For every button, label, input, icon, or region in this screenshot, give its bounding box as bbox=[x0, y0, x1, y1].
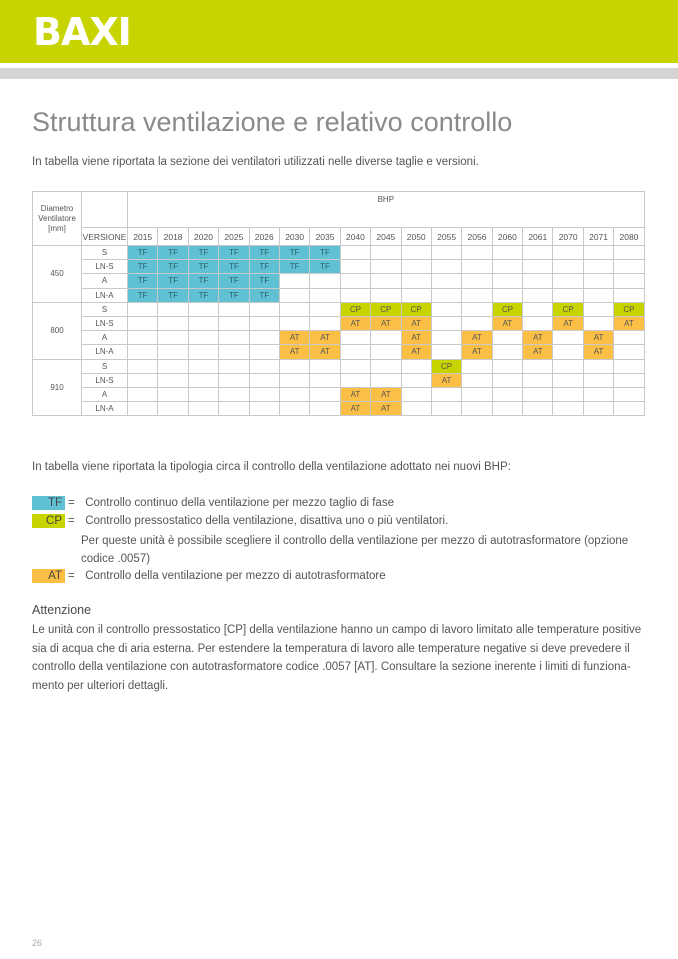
control-cell: TF bbox=[128, 246, 158, 260]
control-cell bbox=[371, 373, 401, 387]
control-cell bbox=[614, 345, 644, 359]
header-divider bbox=[0, 68, 678, 79]
version-cell: A bbox=[82, 387, 128, 401]
version-cell: LN-A bbox=[82, 345, 128, 359]
control-cell: TF bbox=[279, 246, 309, 260]
control-cell bbox=[188, 402, 218, 416]
control-cell bbox=[340, 246, 370, 260]
control-cell bbox=[158, 359, 188, 373]
control-cell bbox=[371, 359, 401, 373]
control-cell: TF bbox=[249, 260, 279, 274]
control-cell bbox=[431, 246, 461, 260]
control-cell: CP bbox=[371, 302, 401, 316]
control-cell bbox=[371, 331, 401, 345]
control-cell bbox=[279, 288, 309, 302]
control-cell bbox=[523, 302, 553, 316]
control-cell: AT bbox=[371, 402, 401, 416]
control-cell bbox=[614, 288, 644, 302]
control-cell bbox=[128, 302, 158, 316]
control-cell bbox=[583, 359, 613, 373]
control-cell bbox=[462, 359, 492, 373]
control-cell: AT bbox=[523, 345, 553, 359]
control-cell bbox=[431, 331, 461, 345]
control-cell: CP bbox=[431, 359, 461, 373]
control-cell bbox=[553, 288, 583, 302]
control-cell bbox=[188, 373, 218, 387]
control-cell bbox=[431, 402, 461, 416]
control-cell bbox=[583, 302, 613, 316]
control-cell: AT bbox=[340, 402, 370, 416]
control-cell: TF bbox=[128, 274, 158, 288]
control-cell bbox=[219, 345, 249, 359]
control-cell bbox=[553, 274, 583, 288]
table-row bbox=[33, 274, 645, 288]
control-cell bbox=[401, 274, 431, 288]
control-cell bbox=[553, 402, 583, 416]
page-number: 26 bbox=[32, 938, 43, 948]
control-cell bbox=[583, 402, 613, 416]
control-cell bbox=[188, 345, 218, 359]
control-cell bbox=[188, 387, 218, 401]
control-cell bbox=[219, 316, 249, 330]
at-swatch: AT bbox=[32, 569, 65, 583]
tf-swatch: TF bbox=[32, 496, 65, 510]
control-cell bbox=[614, 274, 644, 288]
year-header: 2020 bbox=[188, 228, 218, 246]
version-cell: LN-S bbox=[82, 260, 128, 274]
control-cell bbox=[553, 331, 583, 345]
control-cell bbox=[492, 260, 522, 274]
control-cell bbox=[401, 402, 431, 416]
control-cell bbox=[523, 260, 553, 274]
control-cell: AT bbox=[492, 316, 522, 330]
control-cell bbox=[158, 331, 188, 345]
control-cell bbox=[188, 316, 218, 330]
diameter-cell: 910 bbox=[33, 359, 82, 416]
control-cell bbox=[583, 260, 613, 274]
control-cell: AT bbox=[614, 316, 644, 330]
control-cell: AT bbox=[583, 331, 613, 345]
control-cell bbox=[401, 246, 431, 260]
year-header: 2025 bbox=[219, 228, 249, 246]
control-cell: AT bbox=[310, 345, 340, 359]
control-cell bbox=[553, 260, 583, 274]
year-header: 2060 bbox=[492, 228, 522, 246]
table-row bbox=[33, 316, 645, 330]
control-cell bbox=[310, 302, 340, 316]
table-row bbox=[33, 246, 645, 260]
control-cell: TF bbox=[219, 260, 249, 274]
control-cell bbox=[371, 274, 401, 288]
control-cell: TF bbox=[249, 274, 279, 288]
control-cell bbox=[310, 373, 340, 387]
control-cell bbox=[128, 373, 158, 387]
control-cell bbox=[492, 345, 522, 359]
control-cell bbox=[340, 373, 370, 387]
tf-description: Controllo continuo della ventilazione per mezzo taglio di fase bbox=[85, 497, 394, 510]
control-cell bbox=[462, 316, 492, 330]
year-header: 2061 bbox=[523, 228, 553, 246]
control-cell: CP bbox=[401, 302, 431, 316]
legend-intro-text: In tabella viene riportata la tipologia circa il controllo della ventilazione adottato nei nuovi BHP: bbox=[32, 461, 511, 473]
control-cell: TF bbox=[219, 288, 249, 302]
control-cell bbox=[462, 246, 492, 260]
table-row bbox=[33, 359, 645, 373]
control-cell: AT bbox=[523, 331, 553, 345]
version-cell: A bbox=[82, 274, 128, 288]
cp-description: Controllo pressostatico della ventilazione, disattiva uno o più ventilatori. bbox=[85, 515, 449, 528]
control-cell bbox=[614, 373, 644, 387]
control-cell bbox=[158, 345, 188, 359]
control-cell bbox=[431, 316, 461, 330]
control-cell bbox=[492, 331, 522, 345]
year-header: 2055 bbox=[431, 228, 461, 246]
control-cell: CP bbox=[492, 302, 522, 316]
control-cell bbox=[340, 288, 370, 302]
control-cell bbox=[523, 316, 553, 330]
control-cell bbox=[310, 288, 340, 302]
control-cell bbox=[128, 345, 158, 359]
control-cell bbox=[128, 387, 158, 401]
control-cell: AT bbox=[431, 373, 461, 387]
year-header: 2026 bbox=[249, 228, 279, 246]
control-cell bbox=[583, 316, 613, 330]
control-cell bbox=[279, 316, 309, 330]
version-cell: LN-A bbox=[82, 402, 128, 416]
bhp-header: BHP bbox=[128, 192, 645, 228]
control-cell bbox=[249, 359, 279, 373]
control-cell bbox=[219, 387, 249, 401]
control-cell bbox=[279, 274, 309, 288]
control-cell bbox=[249, 402, 279, 416]
control-cell bbox=[158, 302, 188, 316]
control-cell bbox=[553, 246, 583, 260]
control-cell: TF bbox=[158, 288, 188, 302]
control-cell bbox=[614, 402, 644, 416]
control-cell: AT bbox=[279, 345, 309, 359]
control-cell bbox=[523, 373, 553, 387]
baxi-logo: BAXI bbox=[33, 10, 131, 54]
control-cell: AT bbox=[340, 387, 370, 401]
year-header: 2070 bbox=[553, 228, 583, 246]
control-cell: AT bbox=[583, 345, 613, 359]
control-cell bbox=[371, 260, 401, 274]
control-cell bbox=[371, 345, 401, 359]
table-row bbox=[33, 345, 645, 359]
control-cell bbox=[492, 402, 522, 416]
control-cell: TF bbox=[188, 246, 218, 260]
control-cell bbox=[523, 387, 553, 401]
version-cell: LN-S bbox=[82, 316, 128, 330]
control-cell: TF bbox=[249, 246, 279, 260]
control-cell bbox=[462, 260, 492, 274]
version-cell: S bbox=[82, 359, 128, 373]
control-cell bbox=[310, 359, 340, 373]
control-cell bbox=[583, 274, 613, 288]
control-cell bbox=[523, 359, 553, 373]
fan-table bbox=[32, 191, 645, 416]
year-header: 2018 bbox=[158, 228, 188, 246]
diameter-cell: 450 bbox=[33, 246, 82, 303]
control-cell bbox=[492, 288, 522, 302]
control-cell: TF bbox=[279, 260, 309, 274]
control-cell bbox=[431, 302, 461, 316]
table-row bbox=[33, 260, 645, 274]
control-cell: TF bbox=[310, 246, 340, 260]
year-header: 2050 bbox=[401, 228, 431, 246]
control-cell bbox=[614, 331, 644, 345]
control-cell: TF bbox=[219, 246, 249, 260]
control-cell bbox=[401, 260, 431, 274]
control-cell bbox=[553, 373, 583, 387]
control-cell bbox=[340, 274, 370, 288]
control-cell bbox=[431, 260, 461, 274]
control-cell bbox=[553, 345, 583, 359]
control-cell bbox=[219, 359, 249, 373]
legend-equals: = bbox=[68, 497, 75, 510]
attention-title: Attenzione bbox=[32, 603, 92, 617]
control-cell: TF bbox=[128, 288, 158, 302]
control-cell bbox=[553, 387, 583, 401]
table-row bbox=[33, 331, 645, 345]
control-cell bbox=[614, 260, 644, 274]
control-cell bbox=[492, 359, 522, 373]
control-cell: TF bbox=[158, 274, 188, 288]
legend-at bbox=[32, 569, 386, 583]
legend-tf bbox=[32, 496, 394, 510]
control-cell bbox=[523, 402, 553, 416]
control-cell bbox=[249, 331, 279, 345]
control-cell bbox=[249, 302, 279, 316]
control-cell: AT bbox=[310, 331, 340, 345]
control-cell bbox=[249, 373, 279, 387]
control-cell bbox=[614, 387, 644, 401]
control-cell bbox=[492, 387, 522, 401]
control-cell bbox=[431, 274, 461, 288]
control-cell bbox=[219, 402, 249, 416]
control-cell bbox=[371, 246, 401, 260]
control-cell bbox=[340, 331, 370, 345]
control-cell bbox=[219, 302, 249, 316]
legend-equals: = bbox=[68, 570, 75, 583]
version-cell: S bbox=[82, 302, 128, 316]
control-cell bbox=[279, 373, 309, 387]
control-cell bbox=[158, 402, 188, 416]
control-cell bbox=[583, 288, 613, 302]
legend-equals: = bbox=[68, 515, 75, 528]
table-row bbox=[33, 373, 645, 387]
table-body bbox=[33, 246, 645, 416]
control-cell: AT bbox=[279, 331, 309, 345]
table-row bbox=[33, 402, 645, 416]
control-cell bbox=[614, 246, 644, 260]
control-cell: AT bbox=[401, 345, 431, 359]
control-cell bbox=[583, 373, 613, 387]
control-cell: TF bbox=[219, 274, 249, 288]
version-cell: A bbox=[82, 331, 128, 345]
control-cell bbox=[128, 331, 158, 345]
control-cell bbox=[310, 387, 340, 401]
control-cell bbox=[371, 288, 401, 302]
control-cell bbox=[279, 302, 309, 316]
year-header: 2071 bbox=[583, 228, 613, 246]
control-cell: AT bbox=[462, 331, 492, 345]
version-header: VERSIONE bbox=[82, 228, 128, 246]
control-cell: CP bbox=[340, 302, 370, 316]
control-cell: TF bbox=[188, 260, 218, 274]
control-cell bbox=[188, 359, 218, 373]
control-cell bbox=[401, 359, 431, 373]
control-cell: CP bbox=[614, 302, 644, 316]
control-cell: TF bbox=[249, 288, 279, 302]
control-cell bbox=[158, 316, 188, 330]
control-cell: AT bbox=[340, 316, 370, 330]
year-header: 2035 bbox=[310, 228, 340, 246]
control-cell bbox=[431, 387, 461, 401]
year-header: 2015 bbox=[128, 228, 158, 246]
control-cell bbox=[401, 288, 431, 302]
control-cell bbox=[340, 260, 370, 274]
control-cell: AT bbox=[371, 387, 401, 401]
control-cell: TF bbox=[188, 288, 218, 302]
control-cell bbox=[128, 402, 158, 416]
version-cell: LN-S bbox=[82, 373, 128, 387]
control-cell bbox=[492, 373, 522, 387]
control-cell bbox=[583, 246, 613, 260]
control-cell: AT bbox=[401, 331, 431, 345]
diameter-cell: 800 bbox=[33, 302, 82, 359]
control-cell: TF bbox=[188, 274, 218, 288]
control-cell bbox=[219, 331, 249, 345]
control-cell bbox=[340, 345, 370, 359]
control-cell bbox=[462, 288, 492, 302]
control-cell bbox=[462, 274, 492, 288]
attention-body: Le unità con il controllo pressostatico [CP] della ventilazione hanno un campo di lavoro limitato alle temperature positive sia di acqua che di aria esterna. Per estendere la temperatura di lavoro alle temperature negative si deve prevedere il controllo della ventilazione con autotrasformatore codice .0057 [AT]. Consultare la sezione inerente i limiti di funziona-mento per ulteriori dettagli. bbox=[32, 624, 642, 692]
control-cell bbox=[158, 373, 188, 387]
control-cell bbox=[553, 359, 583, 373]
table-row bbox=[33, 288, 645, 302]
control-cell bbox=[431, 345, 461, 359]
control-cell bbox=[249, 387, 279, 401]
control-cell bbox=[279, 387, 309, 401]
control-cell bbox=[583, 387, 613, 401]
control-cell bbox=[249, 345, 279, 359]
control-cell bbox=[614, 359, 644, 373]
control-cell bbox=[462, 387, 492, 401]
control-cell bbox=[219, 373, 249, 387]
control-cell bbox=[279, 359, 309, 373]
control-cell bbox=[128, 359, 158, 373]
control-cell bbox=[523, 274, 553, 288]
control-cell bbox=[158, 387, 188, 401]
version-cell: S bbox=[82, 246, 128, 260]
year-header: 2030 bbox=[279, 228, 309, 246]
control-cell bbox=[310, 316, 340, 330]
control-cell: CP bbox=[553, 302, 583, 316]
header-bar bbox=[0, 0, 678, 63]
control-cell: AT bbox=[371, 316, 401, 330]
control-cell: AT bbox=[553, 316, 583, 330]
control-cell bbox=[310, 274, 340, 288]
control-cell bbox=[128, 316, 158, 330]
intro-text: In tabella viene riportata la sezione dei ventilatori utilizzati nelle diverse taglie e versioni. bbox=[32, 156, 479, 168]
page-title: Struttura ventilazione e relativo controllo bbox=[32, 107, 513, 137]
control-cell bbox=[492, 246, 522, 260]
control-cell bbox=[188, 331, 218, 345]
control-cell bbox=[462, 402, 492, 416]
year-header: 2080 bbox=[614, 228, 644, 246]
control-cell bbox=[401, 373, 431, 387]
year-header: 2056 bbox=[462, 228, 492, 246]
control-cell: TF bbox=[158, 246, 188, 260]
control-cell bbox=[310, 402, 340, 416]
control-cell: AT bbox=[401, 316, 431, 330]
version-cell: LN-A bbox=[82, 288, 128, 302]
table-row bbox=[33, 387, 645, 401]
control-cell bbox=[462, 373, 492, 387]
control-cell bbox=[462, 302, 492, 316]
control-cell bbox=[431, 288, 461, 302]
year-header: 2045 bbox=[371, 228, 401, 246]
cp-swatch: CP bbox=[32, 514, 65, 528]
control-cell: AT bbox=[462, 345, 492, 359]
control-cell bbox=[340, 359, 370, 373]
blank-header bbox=[82, 192, 128, 228]
control-cell bbox=[249, 316, 279, 330]
control-cell: TF bbox=[158, 260, 188, 274]
control-cell bbox=[401, 387, 431, 401]
table-row bbox=[33, 302, 645, 316]
control-cell bbox=[188, 302, 218, 316]
at-description: Controllo della ventilazione per mezzo di autotrasformatore bbox=[85, 570, 386, 583]
control-cell: TF bbox=[128, 260, 158, 274]
control-cell bbox=[279, 402, 309, 416]
legend-cp bbox=[32, 514, 448, 528]
control-cell: TF bbox=[310, 260, 340, 274]
year-header: 2040 bbox=[340, 228, 370, 246]
control-cell bbox=[523, 288, 553, 302]
control-cell bbox=[523, 246, 553, 260]
control-cell bbox=[492, 274, 522, 288]
diameter-header: Diametro Ventilatore [mm] bbox=[33, 192, 82, 246]
cp-note: Per queste unità è possibile scegliere il controllo della ventilazione per mezzo di autotrasformatore (opzione codice .0057) bbox=[81, 535, 629, 565]
